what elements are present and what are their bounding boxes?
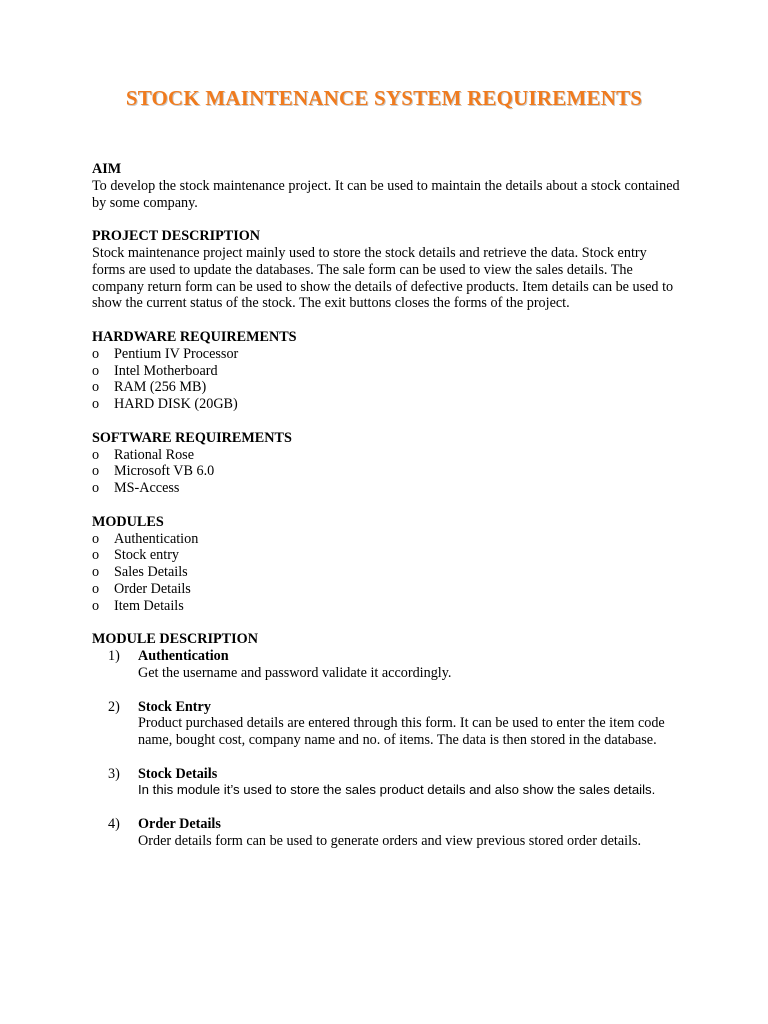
list-item-text: Sales Details bbox=[114, 564, 188, 581]
bullet-marker: o bbox=[92, 379, 100, 396]
list-item bbox=[92, 396, 682, 413]
list-item-text: RAM (256 MB) bbox=[114, 379, 207, 396]
item-number: 4) bbox=[108, 816, 120, 833]
bullet-marker: o bbox=[92, 564, 100, 581]
bullet-marker: o bbox=[92, 547, 100, 564]
bullet-marker: o bbox=[92, 446, 100, 463]
hardware-section bbox=[92, 329, 682, 413]
list-item-text: Pentium IV Processor bbox=[114, 345, 239, 362]
module-description-item bbox=[92, 699, 682, 749]
hardware-heading: HARDWARE REQUIREMENTS bbox=[92, 328, 297, 345]
bullet-marker: o bbox=[92, 580, 100, 597]
item-title: Authentication bbox=[138, 648, 229, 665]
modules-heading: MODULES bbox=[92, 513, 164, 530]
list-item bbox=[92, 531, 682, 548]
item-text: Order details form can be used to generate orders and view previous stored order details. bbox=[138, 832, 642, 849]
module-description-list bbox=[92, 648, 682, 850]
item-text: Product purchased details are entered through this form. It can be used to enter the item code name, bought cost, company name and no. of items. The data is then stored in the database. bbox=[138, 715, 665, 749]
list-item-text: MS-Access bbox=[114, 480, 180, 497]
list-item-text: Stock entry bbox=[114, 547, 180, 564]
list-item bbox=[92, 547, 682, 564]
item-number: 2) bbox=[108, 698, 120, 715]
hardware-list bbox=[92, 346, 682, 413]
module-description-item bbox=[92, 648, 682, 682]
aim-text: To develop the stock maintenance project. It can be used to maintain the details about a stock contained by some company. bbox=[92, 177, 680, 211]
aim-section bbox=[92, 161, 682, 211]
list-item-text: Authentication bbox=[114, 530, 199, 547]
item-title: Stock Entry bbox=[138, 698, 211, 715]
module-description-item bbox=[92, 816, 682, 850]
software-list bbox=[92, 447, 682, 497]
modules-section bbox=[92, 514, 682, 615]
list-item-text: Rational Rose bbox=[114, 446, 194, 463]
module-description-heading: MODULE DESCRIPTION bbox=[92, 631, 258, 648]
bullet-marker: o bbox=[92, 362, 100, 379]
list-item-text: Item Details bbox=[114, 597, 184, 614]
list-item bbox=[92, 564, 682, 581]
list-item-text: Intel Motherboard bbox=[114, 362, 218, 379]
modules-list bbox=[92, 531, 682, 615]
item-text: In this module it’s used to store the sales product details and also show the sales details. bbox=[138, 782, 656, 798]
bullet-marker: o bbox=[92, 480, 100, 497]
list-item bbox=[92, 379, 682, 396]
item-title: Order Details bbox=[138, 816, 221, 833]
list-item bbox=[92, 581, 682, 598]
document-body bbox=[92, 161, 682, 866]
bullet-marker: o bbox=[92, 463, 100, 480]
module-description-section bbox=[92, 631, 682, 849]
project-description-heading: PROJECT DESCRIPTION bbox=[92, 228, 261, 245]
list-item-text: Microsoft VB 6.0 bbox=[114, 463, 215, 480]
list-item-text: Order Details bbox=[114, 580, 191, 597]
software-heading: SOFTWARE REQUIREMENTS bbox=[92, 429, 292, 446]
list-item bbox=[92, 480, 682, 497]
bullet-marker: o bbox=[92, 597, 100, 614]
item-number: 3) bbox=[108, 765, 120, 782]
list-item-text: HARD DISK (20GB) bbox=[114, 396, 238, 413]
list-item bbox=[92, 598, 682, 615]
list-item bbox=[92, 447, 682, 464]
bullet-marker: o bbox=[92, 530, 100, 547]
project-description-text: Stock maintenance project mainly used to store the stock details and retrieve the data. Stock entry forms are used to update the databases. The sale form can be used to view the sales details. The company return form can be used to show the details of defective products. Item details can be used to show the current status of the stock. The exit buttons closes the forms of the project. bbox=[92, 244, 674, 312]
software-section bbox=[92, 430, 682, 497]
list-item bbox=[92, 463, 682, 480]
document-title: STOCK MAINTENANCE SYSTEM REQUIREMENTS bbox=[125, 86, 643, 110]
list-item bbox=[92, 346, 682, 363]
project-description-section bbox=[92, 228, 682, 312]
module-description-item bbox=[92, 766, 682, 800]
aim-heading: AIM bbox=[92, 161, 122, 177]
bullet-marker: o bbox=[92, 396, 100, 413]
item-text: Get the username and password validate it accordingly. bbox=[138, 664, 452, 681]
list-item bbox=[92, 363, 682, 380]
item-number: 1) bbox=[108, 648, 120, 665]
item-title: Stock Details bbox=[138, 765, 218, 782]
bullet-marker: o bbox=[92, 345, 100, 362]
